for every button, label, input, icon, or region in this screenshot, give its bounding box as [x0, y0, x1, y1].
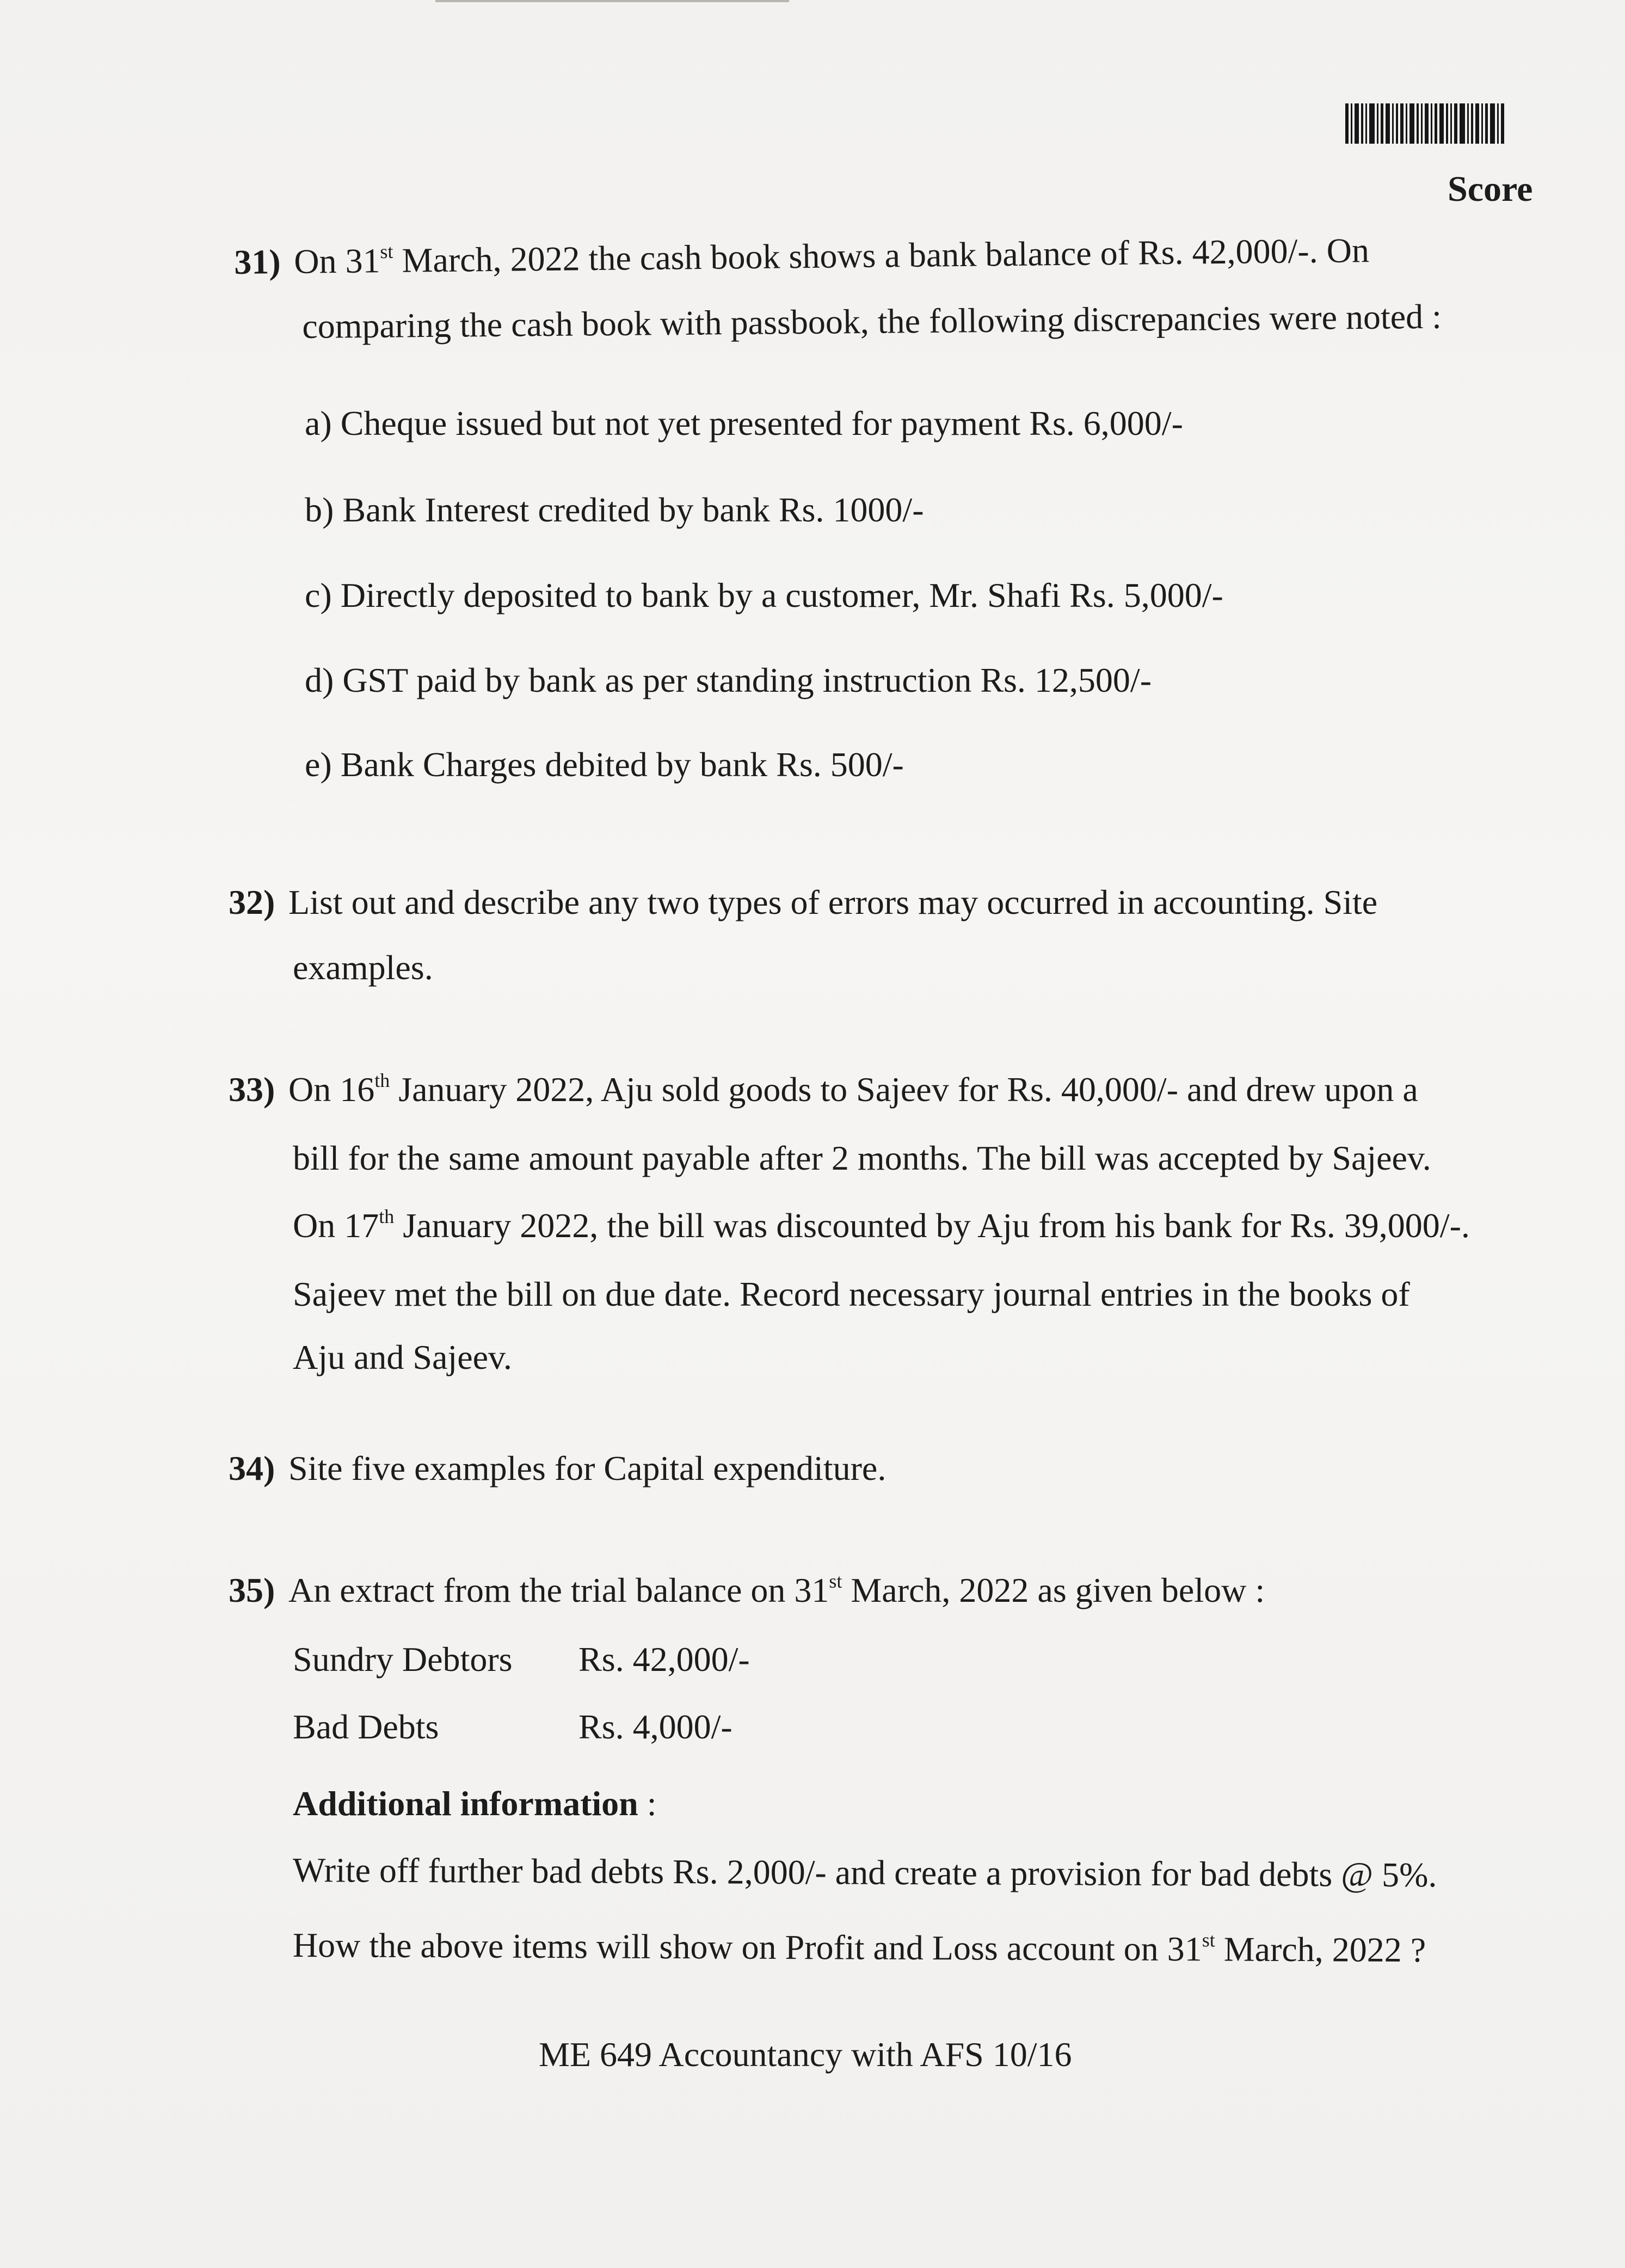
- question-31-line-2: comparing the cash book with passbook, the following discrepancies were noted :: [301, 297, 1442, 346]
- list-item: a) Cheque issued but not yet presented for payment Rs. 6,000/-: [305, 404, 1183, 442]
- question-35-show-line: How the above items will show on Profit and Loss account on 31st March, 2022 ?: [292, 1926, 1426, 1970]
- trial-balance-value: Rs. 4,000/-: [578, 1707, 733, 1746]
- page-top-edge: [435, 0, 789, 2]
- question-number: 34): [229, 1449, 275, 1488]
- question-34: [229, 1451, 886, 1486]
- list-item: c) Directly deposited to bank by a customer, Mr. Shafi Rs. 5,000/-: [305, 576, 1223, 614]
- barcode-icon: [1345, 103, 1543, 144]
- question-text: On 16th January 2022, Aju sold goods to Sajeev for Rs. 40,000/- and drew upon a: [288, 1070, 1418, 1109]
- question-32-line-2: examples.: [293, 948, 433, 987]
- trial-balance-label: Bad Debts: [293, 1707, 439, 1746]
- list-item: e) Bank Charges debited by bank Rs. 500/-: [305, 745, 904, 784]
- question-32: [229, 885, 1377, 920]
- question-text: On 31st March, 2022 the cash book shows a bank balance of Rs. 42,000/-. On: [293, 231, 1370, 281]
- score-label: Score: [1448, 169, 1533, 209]
- question-text: An extract from the trial balance on 31st March, 2022 as given below :: [288, 1570, 1265, 1609]
- trial-balance-label: Sundry Debtors: [293, 1640, 513, 1679]
- question-35: [229, 1570, 1265, 1609]
- question-text: Site five examples for Capital expenditure.: [288, 1449, 887, 1488]
- question-33-line-4: Sajeev met the bill on due date. Record necessary journal entries in the books of: [293, 1275, 1410, 1313]
- question-number: 31): [233, 242, 281, 281]
- list-item: d) GST paid by bank as per standing instruction Rs. 12,500/-: [305, 661, 1152, 699]
- question-33-line-2: bill for the same amount payable after 2 months. The bill was accepted by Sajeev.: [293, 1139, 1431, 1177]
- question-number: 32): [229, 883, 275, 921]
- list-item: b) Bank Interest credited by bank Rs. 1000/-: [305, 490, 924, 529]
- question-33: [229, 1072, 1418, 1107]
- page-footer: ME 649 Accountancy with AFS 10/16: [539, 2035, 1072, 2074]
- additional-information-heading: Additional information :: [293, 1784, 657, 1823]
- question-number: 35): [229, 1571, 275, 1609]
- question-number: 33): [229, 1070, 275, 1109]
- question-35-write-off-line: Write off further bad debts Rs. 2,000/- and create a provision for bad debts @ 5%.: [292, 1851, 1437, 1895]
- question-31: [234, 233, 1369, 280]
- trial-balance-value: Rs. 42,000/-: [578, 1640, 750, 1679]
- question-33-line-3: On 17th January 2022, the bill was discounted by Aju from his bank for Rs. 39,000/-.: [293, 1206, 1470, 1245]
- question-33-line-5: Aju and Sajeev.: [293, 1338, 512, 1376]
- question-text: List out and describe any two types of errors may occurred in accounting. Site: [288, 883, 1378, 921]
